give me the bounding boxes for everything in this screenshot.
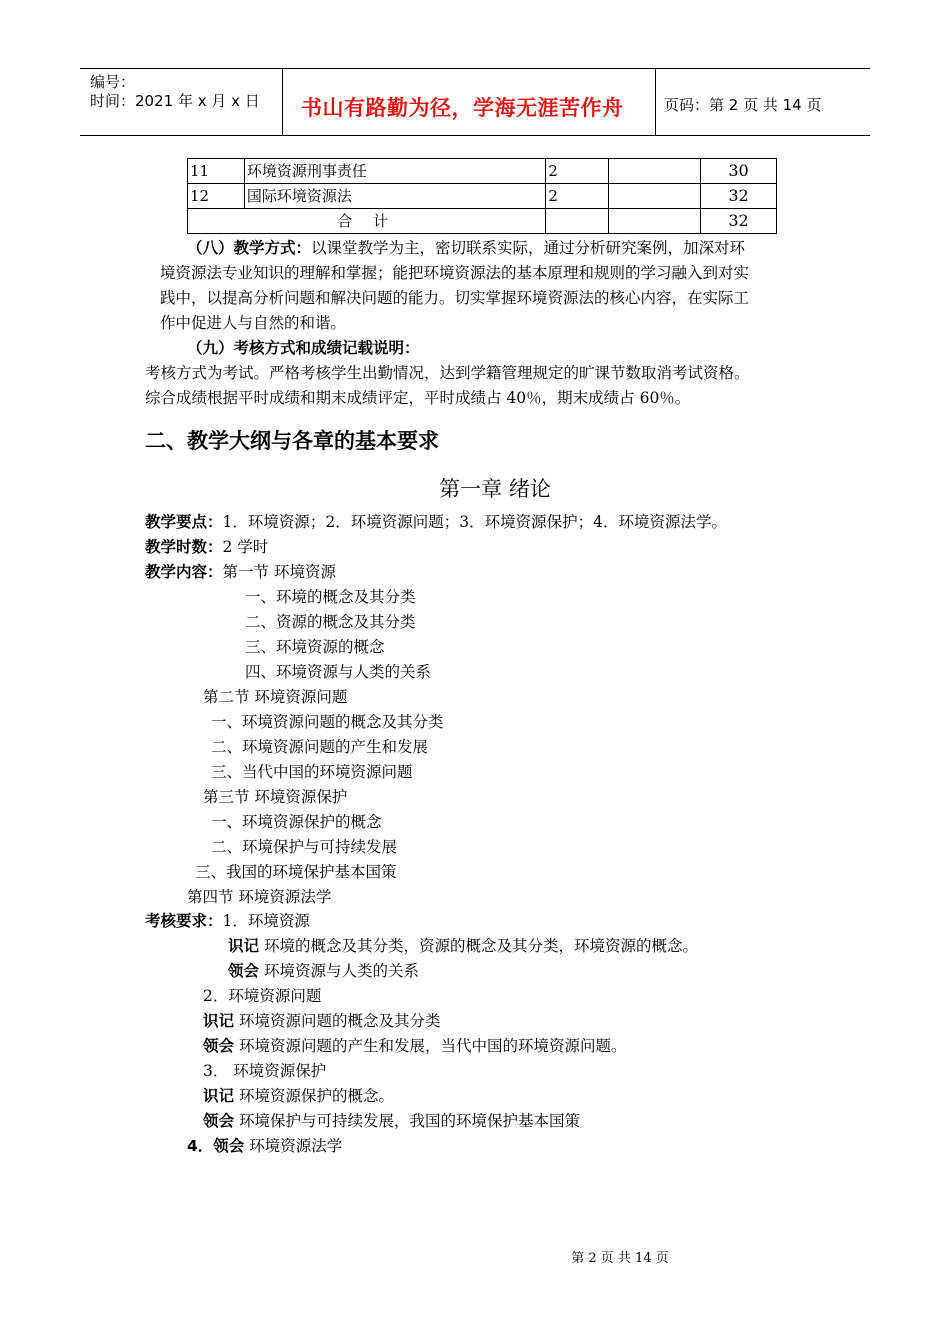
section9-title: （九）考核方式和成绩记载说明： bbox=[187, 339, 420, 357]
header-top-rule bbox=[80, 68, 870, 69]
content-line: 一、环境的概念及其分类 bbox=[245, 588, 416, 606]
teaching-content-label: 教学内容： bbox=[145, 563, 223, 581]
content-line: 二、环境保护与可持续发展 bbox=[211, 838, 398, 856]
content-line: 一、环境资源问题的概念及其分类 bbox=[211, 713, 444, 731]
cell-value: 2 bbox=[546, 184, 609, 209]
part2-heading: 二、教学大纲与各章的基本要求 bbox=[145, 429, 439, 453]
table-total-row bbox=[188, 209, 777, 234]
teaching-hours bbox=[145, 535, 268, 560]
teaching-hours-label: 教学时数： bbox=[145, 538, 223, 556]
req-line bbox=[228, 959, 419, 984]
teaching-points-text: 1．环境资源；2．环境资源问题；3．环境资源保护；4．环境资源法学。 bbox=[222, 513, 727, 531]
header-motto: 书山有路勤为径，学海无涯苦作舟 bbox=[301, 96, 624, 120]
content-line: 三、当代中国的环境资源问题 bbox=[211, 763, 413, 781]
cell-hours: 32 bbox=[701, 184, 777, 209]
chapter-name: 环境资源刑事责任 bbox=[244, 159, 545, 184]
cell-hours: 30 bbox=[701, 159, 777, 184]
header-time-label: 时间：2021 年 x 月 x 日 bbox=[90, 92, 260, 110]
req-text: 环境资源与人类的关系 bbox=[259, 962, 419, 980]
req-tag: 领会 bbox=[203, 1037, 235, 1055]
section8-line: 以课堂教学为主，密切联系实际，通过分析研究案例，加深对环 bbox=[311, 239, 746, 257]
teaching-points bbox=[145, 510, 727, 535]
req-tag: 识记 bbox=[203, 1087, 235, 1105]
header-page-label: 页码：第 2 页 共 14 页 bbox=[664, 96, 822, 114]
cell-value bbox=[609, 184, 701, 209]
chapter-name: 国际环境资源法 bbox=[244, 184, 545, 209]
req-text: 环境资源保护的概念。 bbox=[234, 1087, 394, 1105]
req-line bbox=[203, 1009, 440, 1034]
header-bottom-rule bbox=[80, 135, 870, 136]
section9-line: 考核方式为考试。严格考核学生出勤情况，达到学籍管理规定的旷课节数取消考试资格。 bbox=[145, 364, 750, 382]
req-text: 环境资源法学 bbox=[244, 1137, 343, 1155]
cell-value bbox=[609, 209, 701, 234]
content-line: 三、环境资源的概念 bbox=[245, 638, 385, 656]
content-line: 二、环境资源问题的产生和发展 bbox=[211, 738, 429, 756]
req-text: 2．环境资源问题 bbox=[203, 987, 322, 1005]
section8-line: 作中促进人与自然的和谐。 bbox=[160, 314, 347, 332]
cell-value bbox=[609, 159, 701, 184]
content-line: 三、我国的环境保护基本国策 bbox=[195, 863, 397, 881]
assessment-requirements bbox=[145, 909, 310, 934]
req-line: 1．环境资源 bbox=[222, 912, 310, 930]
teaching-content bbox=[145, 560, 336, 585]
section8-line: 境资源法专业知识的理解和掌握；能把环境资源法的基本原理和规则的学习融入到对实 bbox=[160, 264, 750, 282]
req-text: 环境资源问题的产生和发展，当代中国的环境资源问题。 bbox=[234, 1037, 627, 1055]
content-line: 第三节 环境资源保护 bbox=[203, 788, 348, 806]
cell-value bbox=[546, 209, 609, 234]
req-text: 环境的概念及其分类，资源的概念及其分类，环境资源的概念。 bbox=[259, 937, 698, 955]
cell-value: 2 bbox=[546, 159, 609, 184]
table-row bbox=[188, 159, 777, 184]
course-hours-table bbox=[187, 158, 777, 234]
req-text: 3． 环境资源保护 bbox=[203, 1062, 327, 1080]
req-line bbox=[203, 1034, 626, 1059]
header-divider bbox=[282, 68, 283, 136]
content-line: 四、环境资源与人类的关系 bbox=[245, 663, 432, 681]
req-text: 环境资源问题的概念及其分类 bbox=[234, 1012, 441, 1030]
req-tag: 识记 bbox=[203, 1012, 235, 1030]
chapter-title: 第一章 绪论 bbox=[439, 477, 551, 501]
section8-title: （八）教学方式： bbox=[187, 239, 312, 257]
table-row bbox=[188, 184, 777, 209]
teaching-hours-text: 2 学时 bbox=[222, 538, 269, 556]
row-number: 12 bbox=[188, 184, 245, 209]
header-divider bbox=[655, 68, 656, 136]
req-line bbox=[203, 984, 321, 1009]
req-line bbox=[203, 1109, 580, 1134]
req-tag: 4．领会 bbox=[187, 1137, 245, 1155]
req-line bbox=[187, 1134, 342, 1159]
content-line: 第二节 环境资源问题 bbox=[203, 688, 348, 706]
content-line: 二、资源的概念及其分类 bbox=[245, 613, 416, 631]
header-number-label: 编号： bbox=[90, 73, 136, 91]
total-hours: 32 bbox=[701, 209, 777, 234]
section8-first-line bbox=[187, 236, 745, 261]
req-tag: 领会 bbox=[203, 1112, 235, 1130]
assessment-label: 考核要求： bbox=[145, 912, 223, 930]
total-label: 合 计 bbox=[188, 209, 546, 234]
req-line bbox=[203, 1084, 394, 1109]
req-line bbox=[203, 1059, 326, 1084]
content-line: 第一节 环境资源 bbox=[222, 563, 336, 581]
section9-line: 综合成绩根据平时成绩和期末成绩评定，平时成绩占 40％，期末成绩占 60％。 bbox=[145, 389, 691, 407]
page-footer: 第 2 页 共 14 页 bbox=[571, 1251, 669, 1266]
req-line bbox=[228, 934, 698, 959]
req-tag: 领会 bbox=[228, 962, 260, 980]
content-line: 一、环境资源保护的概念 bbox=[211, 813, 382, 831]
req-text: 环境保护与可持续发展，我国的环境保护基本国策 bbox=[234, 1112, 580, 1130]
teaching-points-label: 教学要点： bbox=[145, 513, 223, 531]
row-number: 11 bbox=[188, 159, 245, 184]
section8-line: 践中，以提高分析问题和解决问题的能力。切实掌握环境资源法的核心内容，在实际工 bbox=[160, 289, 750, 307]
content-line: 第四节 环境资源法学 bbox=[187, 888, 332, 906]
req-tag: 识记 bbox=[228, 937, 260, 955]
